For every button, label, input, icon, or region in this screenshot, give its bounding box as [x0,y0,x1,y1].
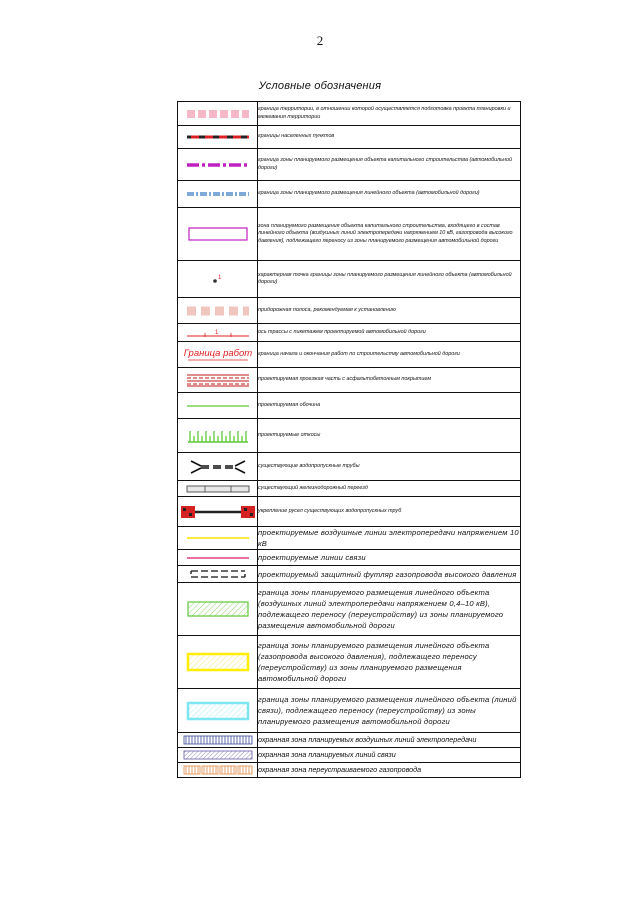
orange-vertical-hatch-icon [182,765,254,775]
legend-title: Условные обозначения [258,80,382,92]
legend-description: граница зоны планируемого размещения линейного объекта (линий связи), подлежащего переносу (переустройству) из зоны планируемого размещения автомобильной дороги [258,689,521,733]
legend-row [178,566,521,583]
legend-symbol [178,748,258,763]
legend-symbol [178,497,258,527]
legend-description: проектируемые откосы [258,419,521,453]
legend-row [178,583,521,636]
legend-table [177,101,521,778]
works-boundary-label: Граница работ [183,347,252,359]
legend-symbol [178,208,258,261]
legend-symbol [178,550,258,566]
legend-symbol [178,583,258,636]
legend-description: существующие водопропускные трубы [258,453,521,481]
legend-description: проектируемые линии связи [258,550,521,566]
legend-row [178,527,521,550]
legend-description: придорожная полоса, рекомендуемая к установлению [258,298,521,324]
legend-description: проектируемый защитный футляр газопровода высокого давления [258,566,521,583]
yellow-hatched-rect-icon [185,652,251,672]
legend-description: охранная зона планируемых воздушных линий электропередачи [258,733,521,748]
legend-row [178,419,521,453]
legend-symbol [178,298,258,324]
legend-symbol [178,261,258,298]
legend-row [178,368,521,393]
legend-row [178,497,521,527]
legend-description: граница зоны планируемого размещения линейного объекта (автомобильной дороги) [258,181,521,208]
legend-row [178,102,521,126]
rail-crossing-icon [185,485,251,493]
page-number: 2 [316,33,324,48]
legend-row [178,149,521,181]
legend-symbol [178,149,258,181]
legend-symbol [178,636,258,689]
legend-row [178,689,521,733]
pink-dashed-boundary-icon [185,109,251,119]
purple-diagonal-hatch-icon [182,750,254,760]
legend-row [178,550,521,566]
carriageway-icon [185,373,251,387]
legend-row [178,208,521,261]
works-boundary-icon [183,346,253,364]
legend-symbol [178,763,258,778]
legend-symbol [178,181,258,208]
legend-row [178,126,521,149]
svg-text:1: 1 [214,329,218,336]
legend-description: граница территории, в отношении которой осуществляется подготовка проекта планировки и межевания территории [258,102,521,126]
legend-description: граница зоны планируемого размещения линейного объекта (воздушных линий электропередачи напряжением 0,4–10 кВ), подлежащего переносу (переустройству) из зоны планируемого размещения автомобильной дороги [258,583,521,636]
legend-row [178,298,521,324]
green-slopes-icon [185,428,251,444]
legend-row [178,342,521,368]
black-red-dash-line-icon [185,133,251,141]
legend-description: граница начала и окончания работ по строительству автомобильной дороги [258,342,521,368]
green-hatched-rect-icon [185,600,251,618]
channel-reinforcement-icon [180,503,256,521]
legend-row [178,324,521,342]
culvert-icon [185,459,251,475]
legend-description: зона планируемого размещения объекта капитального строительства, входящего в состав линейного объекта (воздушных линий электропередачи напряжением 10 кВ, газопровода высокого давления), подлежащего переносу из зоны планируемого размещения автомобильной дороги [258,208,521,261]
cyan-hatched-rect-icon [185,701,251,721]
legend-description: граница зоны планируемого размещения линейного объекта (газопровода высокого давления), подлежащего переносу (переустройству) из зоны планируемого размещения автомобильной дороги [258,636,521,689]
legend-symbol [178,453,258,481]
legend-description: укрепление русел существующих водопропускных труб [258,497,521,527]
legend-description: существующий железнодорожный переезд [258,481,521,497]
legend-symbol [178,342,258,368]
legend-symbol [178,733,258,748]
yellow-line-icon [185,535,251,541]
red-axis-picket-icon [185,327,251,339]
legend-row [178,393,521,419]
legend-description: проектируемые воздушные линии электропередачи напряжением 10 кВ [258,528,519,548]
legend-symbol [178,689,258,733]
legend-symbol [178,102,258,126]
gas-casing-icon [185,569,251,579]
legend-symbol [178,419,258,453]
legend-symbol [178,393,258,419]
green-shoulder-icon [185,402,251,410]
legend-row [178,453,521,481]
pink-line-icon [185,555,251,561]
legend-symbol [178,527,258,550]
legend-description: проектируемая обочина [258,393,521,419]
legend-symbol [178,368,258,393]
legend-description: граница зоны планируемого размещения объекта капитального строительства (автомобильной дороги) [258,149,521,181]
magenta-dash-dot-line-icon [185,161,251,169]
legend-symbol [178,126,258,149]
magenta-rectangle-icon [185,226,251,242]
legend-row [178,261,521,298]
svg-text:1: 1 [217,275,221,281]
legend-row [178,733,521,748]
legend-description: проектируемая проезжая часть с асфальтобетонным покрытием [258,368,521,393]
legend-description: ось трассы с пикетажем проектируемой автомобильной дороги [258,324,521,342]
legend-row [178,748,521,763]
legend-row [178,481,521,497]
legend-symbol [178,324,258,342]
legend-symbol [178,481,258,497]
blue-dashed-line-icon [185,190,251,198]
point-marker-icon [185,273,251,285]
blue-vertical-hatch-icon [182,735,254,745]
legend-description: границы населенных пунктов [258,126,521,149]
light-pink-dashed-icon [185,306,251,316]
legend-row [178,636,521,689]
legend-description: охранная зона планируемых линий связи [258,748,521,763]
legend-description: охранная зона переустраиваемого газопровода [258,763,521,778]
legend-row [178,181,521,208]
legend-row [178,763,521,778]
legend-symbol [178,566,258,583]
legend-description: характерная точка границы зоны планируемого размещения линейного объекта (автомобильной дороги) [258,261,521,298]
